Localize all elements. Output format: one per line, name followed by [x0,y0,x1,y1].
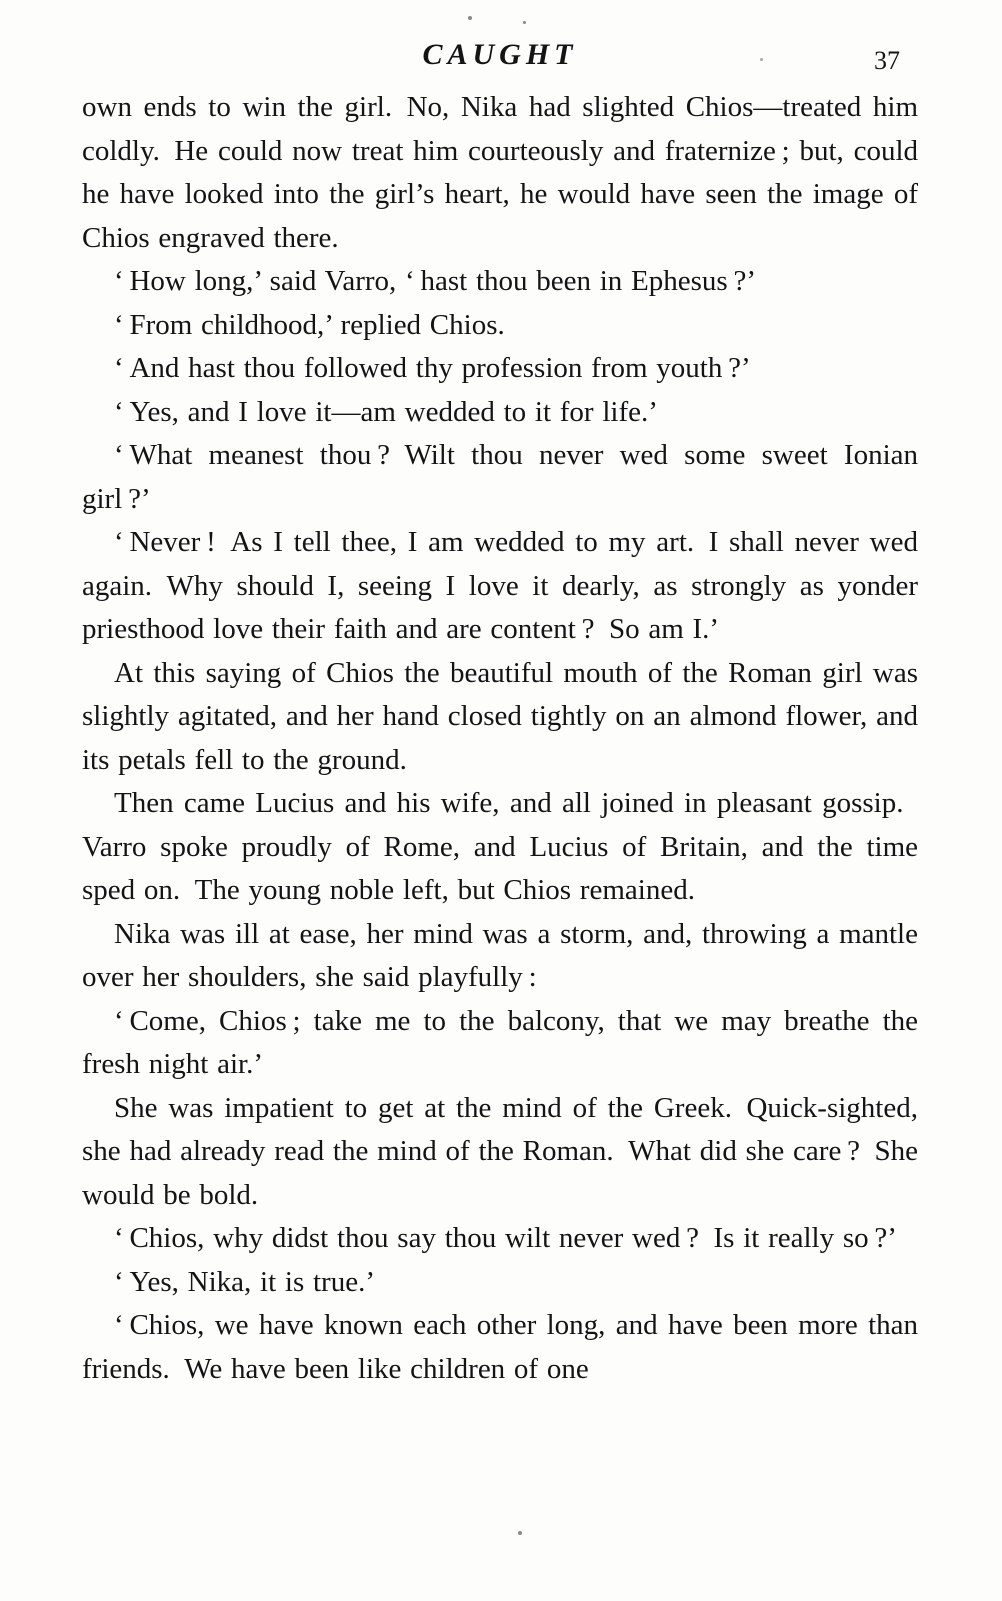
paragraph: ‘ Yes, and I love it—am wedded to it for life.’ [114,395,658,428]
paragraph: ‘ How long,’ said Varro, ‘ hast thou been in Ephesus ?’ [114,265,757,297]
scan-speck [518,1531,522,1535]
paragraph: ‘ Chios, we have known each other long, and have been more than friends. We have been like children of one [82,1309,918,1385]
paragraph: ‘ Come, Chios ; take me to the balcony, that we may breathe the fresh night air.’ [82,1004,918,1080]
paragraph: Nika was ill at ease, her mind was a storm, and, throwing a mantle over her shoulders, she said playfully : [82,917,918,993]
paragraph: ‘ What meanest thou ? Wilt thou never wed some sweet Ionian girl ?’ [82,439,918,515]
paragraph: She was impatient to get at the mind of the Greek. Quick-sighted, she had already read the mind of the Roman. What did she care ? She would be bold. [82,1091,918,1211]
running-header-title: CAUGHT [422,38,578,71]
paragraph: ‘ Never ! As I tell thee, I am wedded to my art. I shall never wed again. Why should I, seeing I love it dearly, as strongly as yonder priesthood love their faith and are content ? So am I.’ [82,526,918,645]
page-body [82,86,918,1391]
scan-speck [760,58,763,61]
scan-speck [523,21,526,24]
scan-speck [468,16,472,20]
page-number: 37 [874,46,900,75]
paragraph: ‘ From childhood,’ replied Chios. [114,308,505,341]
paragraph: own ends to win the girl. No, Nika had slighted Chios—treated him coldly. He could now treat him courteously and fraternize ; but, could he have looked into the girl’s heart, he would have seen the image of Chios engraved there. [82,91,918,254]
paragraph: Then came Lucius and his wife, and all joined in pleasant gossip. Varro spoke proudly of Rome, and Lucius of Britain, and the time sped on. The young noble left, but Chios remained. [82,787,918,906]
paragraph: ‘ And hast thou followed thy profession from youth ?’ [114,352,751,384]
paragraph: ‘ Yes, Nika, it is true.’ [114,1265,375,1298]
paragraph: At this saying of Chios the beautiful mouth of the Roman girl was slightly agitated, and her hand closed tightly on an almond flower, and its petals fell to the ground. [82,656,918,776]
running-header [82,38,918,78]
paragraph: ‘ Chios, why didst thou say thou wilt never wed ? Is it really so ?’ [114,1222,897,1254]
